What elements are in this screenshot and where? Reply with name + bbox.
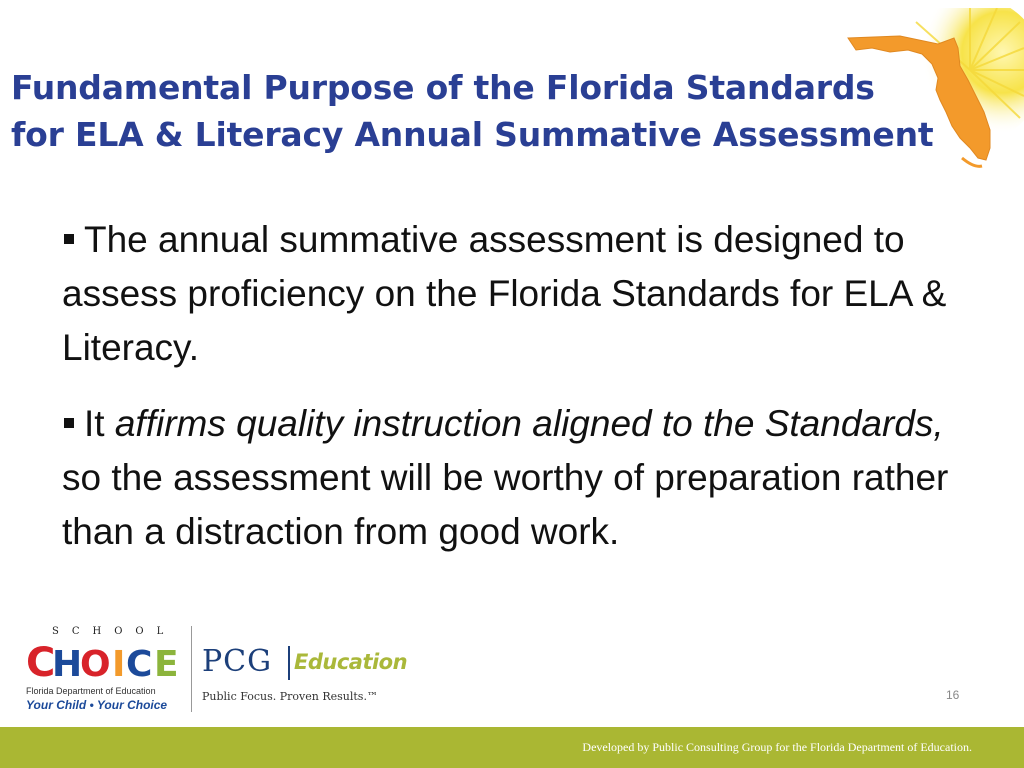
bullet-2-italic: affirms quality instruction aligned to the Standards, [114, 403, 944, 444]
bullet-item-1 [62, 213, 962, 375]
pcg-education-logo [200, 640, 420, 710]
svg-text:H: H [52, 644, 83, 682]
pcg-division: Education [294, 650, 408, 674]
bullet-2-lead: It [84, 403, 115, 444]
title-line-1: Fundamental Purpose of the Florida Standards [11, 68, 875, 107]
square-bullet-icon [64, 418, 74, 428]
slide-title [11, 64, 933, 158]
choice-wordmark-icon [24, 638, 194, 682]
title-line-2: for ELA & Literacy Annual Summative Assessment [11, 115, 934, 154]
svg-text:I: I [112, 644, 126, 682]
pcg-tagline: Public Focus. Proven Results.™ [202, 690, 378, 703]
svg-text:E: E [154, 644, 179, 682]
svg-text:C: C [126, 644, 153, 682]
square-bullet-icon [64, 234, 74, 244]
school-choice-department: Florida Department of Education [26, 686, 156, 696]
svg-text:O: O [80, 644, 111, 682]
school-choice-top-letters: SCHOOL [52, 626, 177, 637]
svg-text:C: C [26, 640, 56, 682]
bullet-list [62, 213, 962, 581]
footer-text: Developed by Public Consulting Group for the Florida Department of Education. [582, 740, 972, 754]
page-number: 16 [946, 688, 960, 702]
school-choice-tagline: Your Child • Your Choice [26, 698, 168, 712]
bullet-1-text: The annual summative assessment is designed to assess proficiency on the Florida Standards for ELA & Literacy. [62, 219, 947, 368]
bullet-item-2 [62, 397, 962, 559]
footer-bar [0, 727, 1024, 768]
logo-divider [191, 626, 192, 712]
pcg-divider [288, 646, 290, 680]
school-choice-logo [20, 624, 190, 716]
bullet-2-rest: so the assessment will be worthy of preparation rather than a distraction from good work. [62, 457, 949, 552]
pcg-name: PCG [202, 644, 273, 679]
